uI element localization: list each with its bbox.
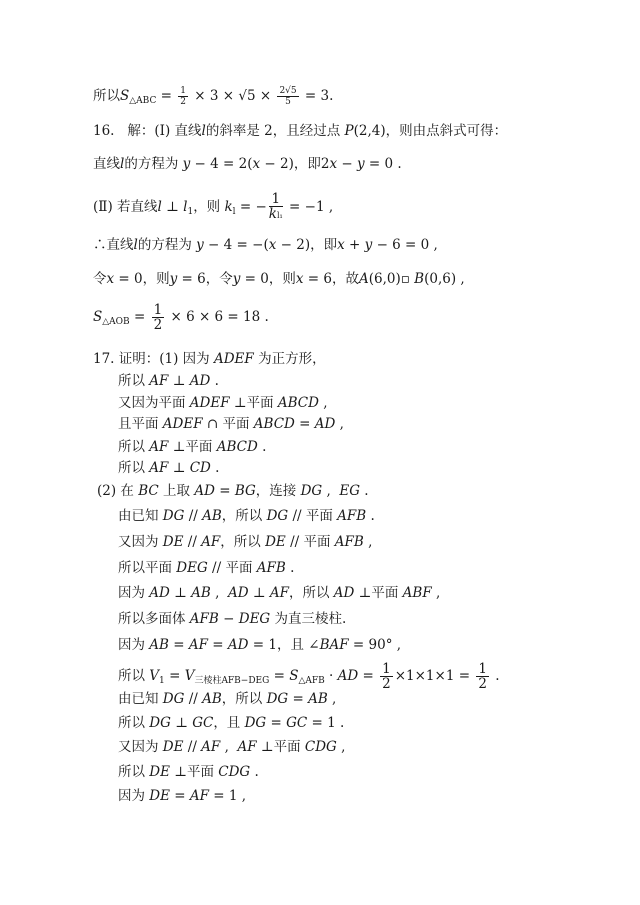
q17-b: 又因为 DE // AF，所以 DE // 平面 AFB , [118,534,373,550]
q17-l3: 又因为平面 ADEF ⊥平面 ABCD , [118,395,328,411]
q17-c: 所以平面 DEG // 平面 AFB . [118,560,295,576]
q17-l5: 所以 AF ⊥平面 ABCD . [118,439,267,455]
q16-area: $S_{\triangle AOB}$ = $\frac{1}{2}$ × 6 × 6 = 18 . [93,302,269,333]
q17-l2: 所以 AF ⊥ AD . [118,373,219,389]
q17-e: 所以多面体 AFB − DEG 为直三棱柱. [118,611,347,627]
q17-f: 因为 AB = AF = AD = 1，且 ∠BAF = 90° , [118,637,402,653]
q16-part2-equation: ∴直线l的方程为 y − 4 = −(x − 2)，即x + y − 6 = 0 , [93,237,438,253]
q17-p2: (2) 在 BC 上取 AD = BG，连接 DG , EG . [97,483,369,499]
q16-intro: 16. 解：(Ⅰ) 直线l的斜率是 2，且经过点 P(2,4)，则由点斜式可得： [93,123,508,139]
q17-i: 所以 DG ⊥ GC，且 DG = GC = 1 . [118,715,345,731]
q17-h: 由已知 DG // AB，所以 DG = AB , [118,691,337,707]
q17-k: 所以 DE ⊥平面 CDG . [118,764,259,780]
line-area-abc: 所以$S_{\triangle ABC}$ = $\frac{1}{2}$ × 3 × √5 × $\frac{2√5}{5}$ = 3. [93,86,334,107]
q16-intercepts: 令x = 0，则y = 6，令y = 0，则x = 6，故A(6,0)▫ B(0,6) , [93,271,465,287]
q17-l: 因为 DE = AF = 1 , [118,788,247,804]
q17-l6: 所以 AF ⊥ CD . [118,460,220,476]
q17-d: 因为 AD ⊥ AB , AD ⊥ AF，所以 AD ⊥平面 ABF , [118,585,441,601]
q16-line-equation: 直线l的方程为 y − 4 = 2(x − 2)，即2x − y = 0 . [93,156,402,172]
q17-j: 又因为 DE // AF , AF ⊥平面 CDG , [118,739,346,755]
q17-g: 所以 $V_1 = V_{三棱柱AFB-DEG} = S_{\triangle AFB}$ · AD = $\frac{1}{2}$ ×1×1×1 = $\frac{1}{2}$ . [118,661,500,692]
q17-l1: 17. 证明：(1) 因为 ADEF 为正方形， [93,351,326,367]
q16-part2-slope: (Ⅱ) 若直线l ⊥ $l_1$，则 $k_l$ = − $\frac{1}{\text{kl₁}}$ = −1 , [93,191,334,222]
q17-a: 由已知 DG // AB，所以 DG // 平面 AFB . [118,508,375,524]
q17-l4: 且平面 ADEF ∩ 平面 ABCD = AD , [118,416,344,432]
